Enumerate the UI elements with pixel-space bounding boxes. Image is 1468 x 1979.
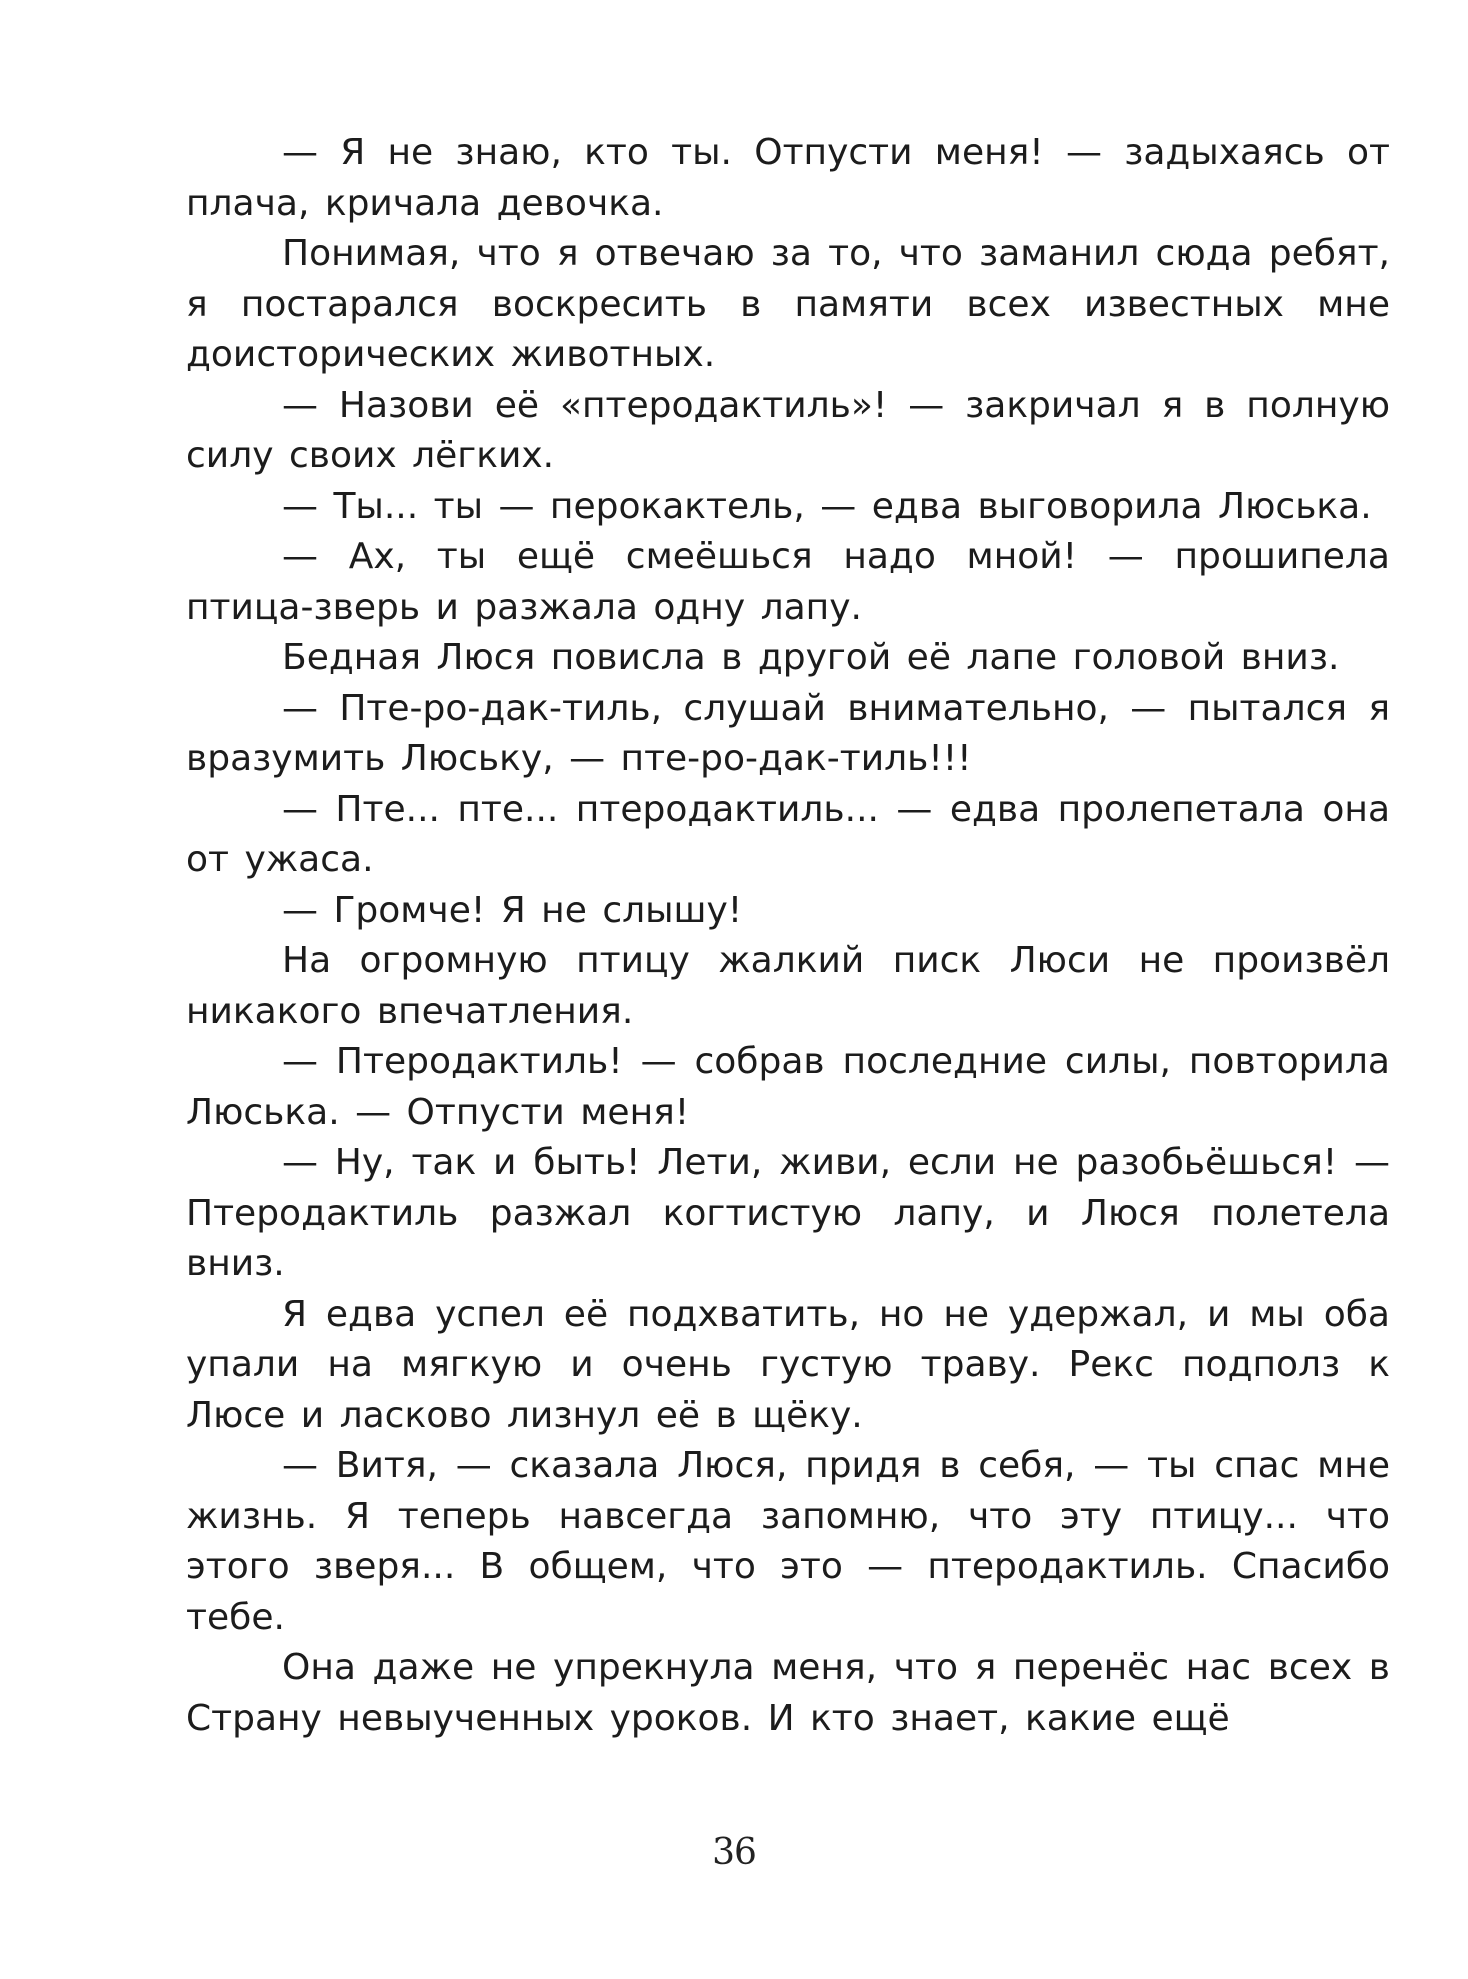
paragraph-13: Я едва успел её подхватить, но не удержал, и мы оба упали на мягкую и очень густую траву. Рекс подполз к Люсе и ласково лизнул её в щёку.	[186, 1293, 1390, 1436]
paragraph-15: Она даже не упрекнула меня, что я перенёс нас всех в Страну невыученных уроков. И кто знает, какие ещё	[186, 1647, 1390, 1739]
paragraph-1: — Я не знаю, кто ты. Отпусти меня! — задыхаясь от плача, кричала девочка.	[186, 132, 1390, 224]
paragraph-8: — Пте... пте... птеродактиль... — едва пролепетала она от ужаса.	[186, 788, 1390, 880]
paragraph-7: — Пте-ро-дак-тиль, слушай внимательно, — пытался я вразумить Люську, — пте-ро-дак-тиль!!!	[186, 687, 1390, 779]
paragraph-11: — Птеродактиль! — собрав последние силы, повторила Люська. — Отпусти меня!	[186, 1041, 1390, 1133]
paragraph-9: — Громче! Я не слышу!	[282, 889, 743, 931]
paragraph-2: Понимая, что я отвечаю за то, что заманил сюда ребят, я постарался воскресить в памяти всех известных мне доисторических животных.	[186, 233, 1390, 375]
body-text	[186, 128, 1390, 1744]
paragraph-6: Бедная Люся повисла в другой её лапе головой вниз.	[282, 637, 1340, 678]
paragraph-10: На огромную птицу жалкий писк Люси не произвёл никакого впечатления.	[186, 940, 1390, 1032]
paragraph-12: — Ну, так и быть! Лети, живи, если не разобьёшься! — Птеродактиль разжал когтистую лапу, и Люся полетела вниз.	[186, 1142, 1390, 1284]
paragraph-3: — Назови её «птеродактиль»! — закричал я в полную силу своих лёгких.	[186, 384, 1390, 476]
paragraph-14: — Витя, — сказала Люся, придя в себя, — ты спас мне жизнь. Я теперь навсегда запомню, что эту птицу... что этого зверя... В общем, что это — птеродактиль. Спасибо тебе.	[186, 1445, 1390, 1638]
page-number: 36	[712, 1832, 756, 1873]
paragraph-4: — Ты... ты — перокактель, — едва выговорила Люська.	[282, 485, 1372, 527]
paragraph-5: — Ах, ты ещё смеёшься надо мной! — прошипела птица-зверь и разжала одну лапу.	[186, 536, 1390, 628]
